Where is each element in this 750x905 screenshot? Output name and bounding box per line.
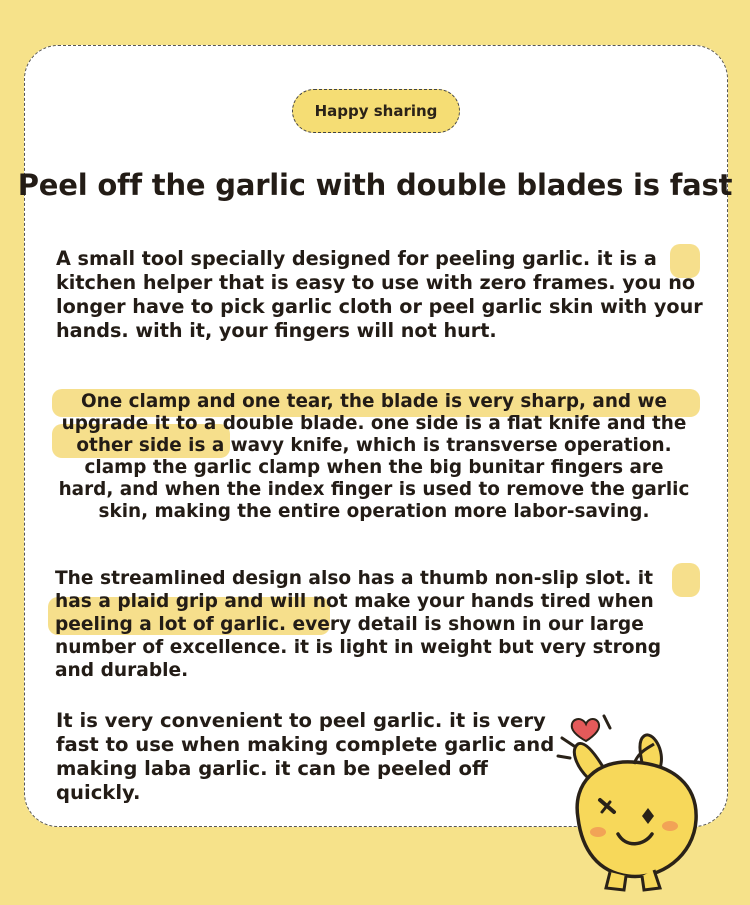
- paragraph-intro: A small tool specially designed for peeling garlic. it is a kitchen helper that is easy to use with zero frames. you no longer have to pick garlic cloth or peel garlic skin with your hands. with it, your fingers will not hurt.: [56, 247, 703, 342]
- paragraph-convenience: It is very convenient to peel garlic. it is very fast to use when making complete garlic and making laba garlic. it can be peeled off quickly.: [56, 709, 555, 804]
- paragraph-blades: One clamp and one tear, the blade is very sharp, and we upgrade it to a double blade. one side is a flat knife and the other side is a wavy knife, which is transverse operation. clamp the garlic clamp when the big bunitar fingers are hard, and when the index finger is used to remove the garlic skin, making the entire operation more labor-saving.: [58, 391, 690, 522]
- heart-icon: [572, 719, 599, 741]
- paragraph-design: The streamlined design also has a thumb non-slip slot. it has a plaid grip and will not make your hands tired when peeling a lot of garlic. every detail is shown in our large number of excellence. it is light in weight but very strong and durable.: [55, 568, 662, 681]
- garlic-mascot-icon: [548, 708, 738, 898]
- page-title: Peel off the garlic with double blades is fast: [17, 168, 733, 202]
- happy-sharing-badge: Happy sharing: [292, 89, 460, 133]
